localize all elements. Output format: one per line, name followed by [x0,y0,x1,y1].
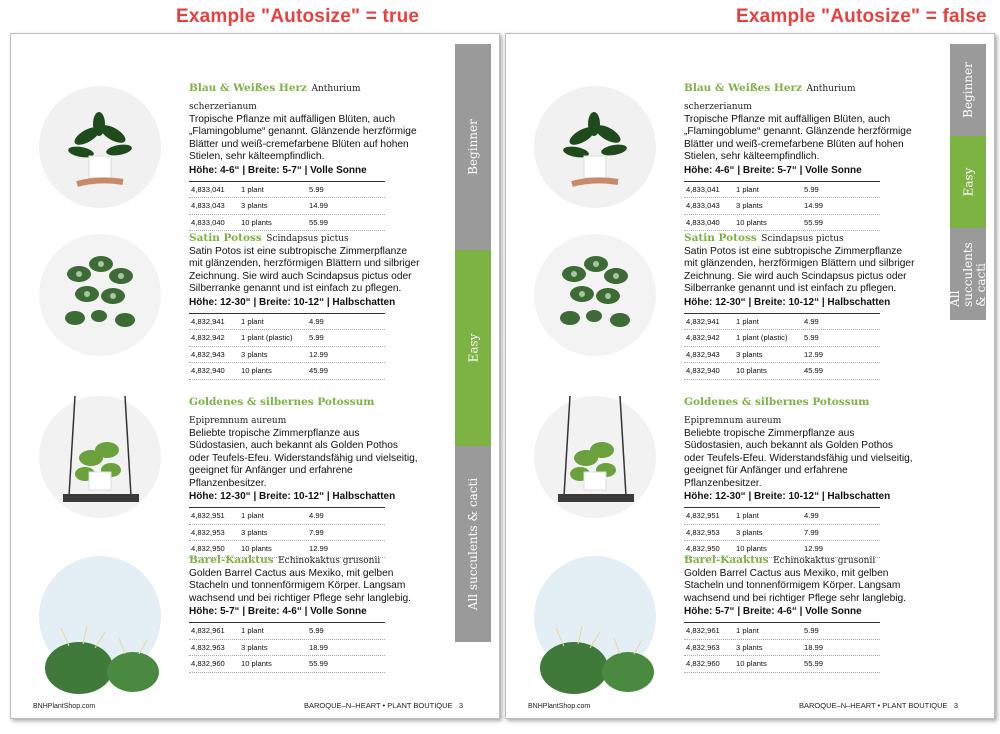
table-row: 4,832,943 3 plants 12.99 [189,347,385,364]
table-row: 4,832,961 1 plant 5.99 [684,623,880,640]
plant-image [39,556,161,678]
table-row: 4,832,950 10 plants 12.99 [684,541,880,558]
table-row: 4,833,041 1 plant 5.99 [684,182,880,199]
plant-description: Satin Potos ist eine subtropische Zimmerpflanze mit glänzenden, herzförmigen Blättern und silbriger Zeichnung. Sie wird auch Scindapsus pictus oder Silberranke genannt und ist einfach zu pflegen. [684,246,915,295]
plant-dimensions: Höhe: 4-6“ | Breite: 5-7“ | Volle Sonne [684,164,862,176]
page-autosize-true [10,33,500,719]
tab-succulents-cacti[interactable]: All succulents & cacti [950,228,986,320]
table-row: 4,832,943 3 plants 12.99 [684,347,880,364]
plant-dimensions: Höhe: 4-6“ | Breite: 5-7“ | Volle Sonne [189,164,367,176]
plant-latin-name: Echinokaktus grusonii [278,556,381,566]
plant-info [189,228,421,380]
plant-dimensions: Höhe: 12-30“ | Breite: 10-12“ | Halbschatten [189,296,396,308]
footer-site: BNHPlantShop.com [33,703,96,710]
table-row: 4,833,043 3 plants 14.99 [684,198,880,215]
table-row: 4,833,040 10 plants 55.99 [684,215,880,232]
plant-name: Blau & Weißes Herz [189,82,308,94]
plant-description: Tropische Pflanze mit auffälligen Blüten, auch „Flamingoblume“ genannt. Glänzende herzförmige Blätter und weiß-cremefarbene Blüten auf hohen Stielen, sehr kälteempfindlich. [684,114,912,163]
tab-beginner[interactable]: Beginner [950,44,986,136]
plant-info [189,550,421,673]
table-row: 4,832,942 1 plant (plastic) 5.99 [189,330,385,347]
plant-dimensions: Höhe: 5-7“ | Breite: 4-6“ | Volle Sonne [684,606,862,618]
plant-name: Barel-Kaaktus [189,554,274,566]
plant-info [189,392,421,558]
plant-latin-name: Scindapsus pictus [266,234,349,244]
plant-description: Satin Potos ist eine subtropische Zimmerpflanze mit glänzenden, herzförmigen Blättern und silbriger Zeichnung. Sie wird auch Scindapsus pictus oder Silberranke genannt und ist einfach zu pflegen. [189,246,420,295]
caption-autosize-true: Example "Autosize" = true [176,6,420,27]
plant-info [684,550,916,673]
price-table [189,181,385,232]
price-table [684,181,880,232]
plant-image [39,396,161,518]
footer-brand: BAROQUE–N–HEART • PLANT BOUTIQUE 3 [304,701,463,710]
plant-dimensions: Höhe: 12-30“ | Breite: 10-12“ | Halbschatten [684,296,891,308]
table-row: 4,832,940 10 plants 45.99 [189,363,385,380]
plant-image [39,234,161,356]
plant-name: Satin Potoss [684,232,757,244]
table-row: 4,832,953 3 plants 7.99 [189,525,385,542]
tab-succulents-cacti[interactable]: All succulents & cacti [455,446,491,642]
price-table [684,622,880,673]
plant-description: Golden Barrel Cactus aus Mexiko, mit gelben Stacheln und tonnenförmigem Körper. Langsam wachsend und bei richtiger Pflege sehr langlebig. [189,568,412,604]
table-row: 4,832,940 10 plants 45.99 [684,363,880,380]
table-row: 4,832,951 1 plant 4.99 [189,508,385,525]
plant-name: Barel-Kaaktus [684,554,769,566]
plant-info [189,78,421,231]
plant-image [534,86,656,208]
plant-dimensions: Höhe: 12-30“ | Breite: 10-12“ | Halbschatten [189,491,396,503]
table-row: 4,833,040 10 plants 55.99 [189,215,385,232]
plant-latin-name: Echinokaktus grusonii [773,556,876,566]
table-row: 4,832,963 3 plants 18.99 [189,640,385,657]
plant-image [39,86,161,208]
table-row: 4,832,963 3 plants 18.99 [684,640,880,657]
plant-image [534,396,656,518]
plant-image [534,234,656,356]
plant-description: Beliebte tropische Zimmerpflanze aus Südostasien, auch bekannt als Golden Pothos oder Teufels-Efeu. Widerstandsfähig und vielseitig, geeignet für Anfänger und erfahrene Pflanzenbesitzer. [189,428,418,489]
table-row: 4,833,043 3 plants 14.99 [189,198,385,215]
category-tabs [455,44,491,642]
price-table [684,313,880,380]
table-row: 4,832,951 1 plant 4.99 [684,508,880,525]
table-row: 4,832,961 1 plant 5.99 [189,623,385,640]
page-autosize-false [505,33,995,719]
plant-info [684,228,916,380]
plant-image [534,556,656,678]
tab-easy[interactable]: Easy [455,250,491,446]
plant-name: Satin Potoss [189,232,262,244]
price-table [189,622,385,673]
category-tabs [947,44,988,320]
plant-name: Goldenes & silbernes Potossum [684,396,870,408]
plant-description: Tropische Pflanze mit auffälligen Blüten, auch „Flamingoblume“ genannt. Glänzende herzförmige Blätter und weiß-cremefarbene Blüten auf hohen Stielen, sehr kälteempfindlich. [189,114,417,163]
table-row: 4,832,942 1 plant (plastic) 5.99 [684,330,880,347]
plant-latin-name: Anthurium scherzerianum [189,84,361,112]
plant-latin-name: Epipremnum aureum [684,416,782,426]
plant-latin-name: Anthurium scherzerianum [684,84,856,112]
plant-dimensions: Höhe: 5-7“ | Breite: 4-6“ | Volle Sonne [189,606,367,618]
tab-beginner[interactable]: Beginner [455,44,491,250]
table-row: 4,833,041 1 plant 5.99 [189,182,385,199]
table-row: 4,832,960 10 plants 55.99 [189,656,385,673]
table-row: 4,832,960 10 plants 55.99 [684,656,880,673]
plant-latin-name: Epipremnum aureum [189,416,287,426]
plant-description: Beliebte tropische Zimmerpflanze aus Südostasien, auch bekannt als Golden Pothos oder Teufels-Efeu. Widerstandsfähig und vielseitig, geeignet für Anfänger und erfahrene Pflanzenbesitzer. [684,428,913,489]
table-row: 4,832,950 10 plants 12.99 [189,541,385,558]
plant-name: Blau & Weißes Herz [684,82,803,94]
plant-info [684,392,916,558]
caption-autosize-false: Example "Autosize" = false [736,6,987,27]
plant-latin-name: Scindapsus pictus [761,234,844,244]
table-row: 4,832,941 1 plant 4.99 [189,314,385,331]
plant-dimensions: Höhe: 12-30“ | Breite: 10-12“ | Halbschatten [684,491,891,503]
table-row: 4,832,941 1 plant 4.99 [684,314,880,331]
footer-brand: BAROQUE–N–HEART • PLANT BOUTIQUE 3 [799,701,958,710]
price-table [189,313,385,380]
plant-description: Golden Barrel Cactus aus Mexiko, mit gelben Stacheln und tonnenförmigem Körper. Langsam wachsend und bei richtiger Pflege sehr langlebig. [684,568,907,604]
table-row: 4,832,953 3 plants 7.99 [684,525,880,542]
plant-info [684,78,916,231]
footer-site: BNHPlantShop.com [528,703,591,710]
tab-easy[interactable]: Easy [950,136,986,228]
plant-name: Goldenes & silbernes Potossum [189,396,375,408]
